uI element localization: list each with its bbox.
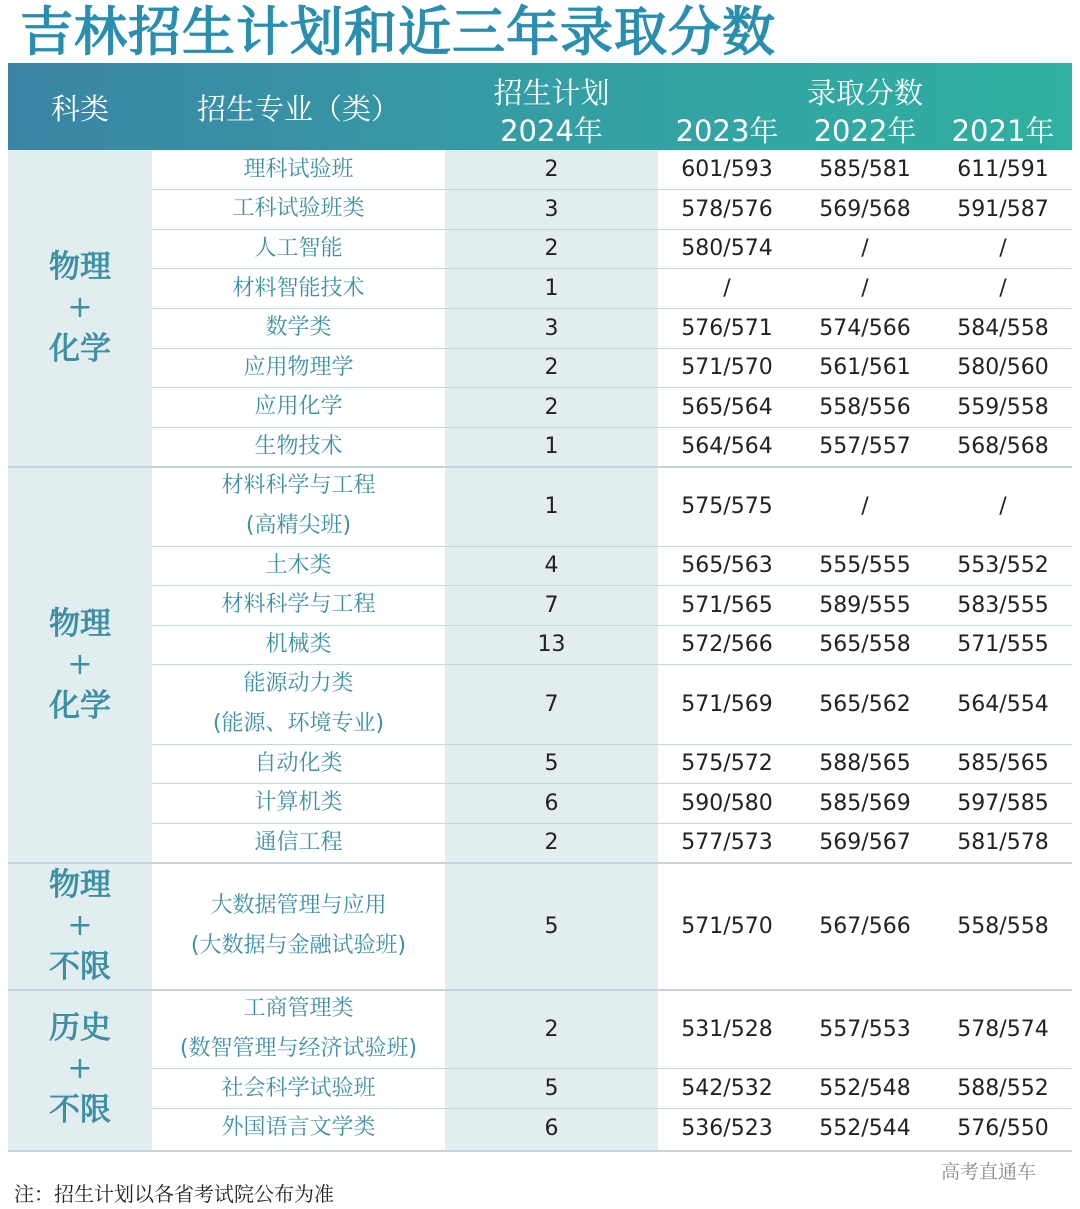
score-2021-cell: 591/587 <box>957 196 1049 222</box>
plus-sign: + <box>67 908 93 944</box>
plan-cell: 1 <box>544 493 559 519</box>
score-2021-cell: / <box>999 276 1007 302</box>
major-cell <box>152 823 445 863</box>
score-2022-cell: 585/569 <box>819 790 911 816</box>
score-2022-cell: / <box>861 493 869 519</box>
plan-cell: 3 <box>544 196 559 222</box>
major-cell <box>152 427 445 467</box>
major-name: 外国语言文学类 <box>221 1115 376 1141</box>
major-name: 应用物理学 <box>243 354 354 380</box>
major-name: (高精尖班) <box>245 513 352 539</box>
score-2021-cell: 576/550 <box>957 1115 1049 1141</box>
header-year-2022: 2022年 <box>813 114 917 148</box>
score-2022-cell: 557/553 <box>819 1016 911 1042</box>
table-row <box>152 744 1072 784</box>
score-2023-cell: 577/573 <box>681 830 773 856</box>
table-row <box>152 388 1072 428</box>
category-cell <box>8 863 152 990</box>
score-2022-cell: 555/555 <box>819 553 911 579</box>
score-2021-cell: 584/558 <box>957 315 1049 341</box>
score-2021-cell: 559/558 <box>957 394 1049 420</box>
major-cell <box>152 1069 445 1109</box>
major-cell <box>152 388 445 428</box>
score-2022-cell: / <box>861 276 869 302</box>
table-row <box>152 823 1072 863</box>
major-cell <box>152 546 445 586</box>
score-2022-cell: 567/566 <box>819 913 911 939</box>
major-cell <box>152 990 445 1069</box>
plan-cell: 1 <box>544 276 559 302</box>
table-row <box>152 1069 1072 1109</box>
score-2023-cell: 590/580 <box>681 790 773 816</box>
header-score: 录取分数 <box>806 76 923 110</box>
major-cell <box>152 348 445 388</box>
score-2021-cell: 553/552 <box>957 553 1049 579</box>
table-row <box>152 348 1072 388</box>
major-name: 土木类 <box>265 552 332 578</box>
major-name: 大数据管理与应用 <box>210 893 387 919</box>
header-major: 招生专业（类） <box>196 92 400 126</box>
major-name: (大数据与金融试验班) <box>190 933 407 959</box>
major-cell <box>152 467 445 546</box>
header-category: 科类 <box>50 92 109 126</box>
score-2022-cell: 557/557 <box>819 434 911 460</box>
plan-cell: 6 <box>544 790 559 816</box>
subject-word: 物理 <box>49 867 111 904</box>
plan-cell: 6 <box>544 1115 559 1141</box>
score-2023-cell: 542/532 <box>681 1076 773 1102</box>
score-2021-cell: 597/585 <box>957 790 1049 816</box>
table-bottom-border <box>8 1150 1072 1152</box>
subject-word: 历史 <box>49 1009 111 1046</box>
score-2023-cell: / <box>723 276 731 302</box>
table-row <box>152 308 1072 348</box>
score-2021-cell: / <box>999 236 1007 262</box>
header-plan-line1: 招生计划 <box>493 76 610 110</box>
admission-table <box>8 63 1072 1151</box>
plus-sign: + <box>67 1050 93 1086</box>
score-2022-cell: 588/565 <box>819 751 911 777</box>
score-2023-cell: 565/564 <box>681 394 773 420</box>
major-cell <box>152 190 445 230</box>
table-row <box>152 625 1072 665</box>
major-name: 理科试验班 <box>243 156 354 182</box>
major-name: 工商管理类 <box>243 996 354 1022</box>
table-row <box>152 269 1072 309</box>
score-2023-cell: 531/528 <box>681 1016 773 1042</box>
category-cell <box>8 150 152 467</box>
score-2023-cell: 575/575 <box>681 493 773 519</box>
score-2021-cell: 580/560 <box>957 355 1049 381</box>
header-plan-line2: 2024年 <box>500 114 603 148</box>
table-row <box>152 190 1072 230</box>
score-2023-cell: 572/566 <box>681 632 773 658</box>
page-title: 吉林招生计划和近三年录取分数 <box>20 2 776 63</box>
score-2023-cell: 536/523 <box>681 1115 773 1141</box>
plan-cell: 2 <box>544 1016 559 1042</box>
table-row <box>152 467 1072 546</box>
category-cell <box>8 467 152 863</box>
major-name: 数学类 <box>265 315 332 341</box>
score-2022-cell: / <box>861 236 869 262</box>
major-cell <box>152 863 445 990</box>
score-2023-cell: 601/593 <box>681 157 773 183</box>
major-cell <box>152 269 445 309</box>
score-2021-cell: 558/558 <box>957 913 1049 939</box>
table-row <box>152 150 1072 190</box>
major-cell <box>152 150 445 190</box>
table-row <box>152 1108 1072 1148</box>
header-year-2023: 2023年 <box>675 114 779 148</box>
subject-word: 物理 <box>49 249 111 286</box>
subject-word: 不限 <box>49 1091 111 1128</box>
major-name: 能源动力类 <box>243 671 354 697</box>
table-row <box>152 863 1072 990</box>
plan-cell: 2 <box>544 830 559 856</box>
plan-cell: 4 <box>544 553 559 579</box>
subject-word: 化学 <box>49 331 111 368</box>
watermark: 高考直通车 <box>941 1161 1037 1183</box>
plan-cell: 13 <box>537 632 566 658</box>
major-name: 材料科学与工程 <box>221 473 376 499</box>
major-cell <box>152 665 445 744</box>
major-cell <box>152 784 445 824</box>
table-row <box>152 665 1072 744</box>
major-name: (数智管理与经济试验班) <box>179 1036 418 1062</box>
major-name: 生物技术 <box>254 433 343 459</box>
score-2022-cell: 561/561 <box>819 355 911 381</box>
major-name: 人工智能 <box>254 235 343 261</box>
score-2021-cell: 568/568 <box>957 434 1049 460</box>
table-row <box>152 990 1072 1069</box>
major-name: 自动化类 <box>254 750 343 776</box>
subject-word: 不限 <box>49 949 111 986</box>
score-2022-cell: 552/544 <box>819 1115 911 1141</box>
plan-cell: 2 <box>544 355 559 381</box>
plan-cell: 5 <box>544 751 559 777</box>
plan-cell: 7 <box>544 691 559 717</box>
header-year-2021: 2021年 <box>951 114 1055 148</box>
score-2022-cell: 574/566 <box>819 315 911 341</box>
plan-cell: 2 <box>544 157 559 183</box>
major-name: 应用化学 <box>254 394 343 420</box>
major-name: (能源、环境专业) <box>212 711 385 737</box>
score-2023-cell: 571/565 <box>681 592 773 618</box>
score-2022-cell: 558/556 <box>819 394 911 420</box>
major-name: 材料科学与工程 <box>221 592 376 618</box>
score-2022-cell: 569/567 <box>819 830 911 856</box>
score-2021-cell: 581/578 <box>957 830 1049 856</box>
score-2023-cell: 578/576 <box>681 196 773 222</box>
score-2022-cell: 565/558 <box>819 632 911 658</box>
score-2023-cell: 571/570 <box>681 355 773 381</box>
major-cell <box>152 1108 445 1148</box>
score-2022-cell: 565/562 <box>819 691 911 717</box>
score-2021-cell: 564/554 <box>957 691 1049 717</box>
plus-sign: + <box>67 646 93 682</box>
score-2023-cell: 564/564 <box>681 434 773 460</box>
score-2023-cell: 571/569 <box>681 691 773 717</box>
major-cell <box>152 586 445 626</box>
score-2021-cell: 588/552 <box>957 1076 1049 1102</box>
table-row <box>152 586 1072 626</box>
table-row <box>152 229 1072 269</box>
score-2023-cell: 571/570 <box>681 913 773 939</box>
table-row <box>152 427 1072 467</box>
score-2022-cell: 589/555 <box>819 592 911 618</box>
score-2023-cell: 576/571 <box>681 315 773 341</box>
score-2021-cell: 611/591 <box>957 157 1049 183</box>
table-row <box>152 784 1072 824</box>
major-name: 材料智能技术 <box>232 275 365 301</box>
table-header <box>8 63 1072 150</box>
plan-cell: 5 <box>544 1076 559 1102</box>
score-2022-cell: 569/568 <box>819 196 911 222</box>
score-2021-cell: 571/555 <box>957 632 1049 658</box>
plan-cell: 1 <box>544 434 559 460</box>
major-cell <box>152 308 445 348</box>
plan-cell: 2 <box>544 394 559 420</box>
score-2022-cell: 552/548 <box>819 1076 911 1102</box>
category-cell <box>8 990 152 1148</box>
plus-sign: + <box>67 290 93 326</box>
plan-cell: 7 <box>544 592 559 618</box>
score-2023-cell: 565/563 <box>681 553 773 579</box>
score-2021-cell: 583/555 <box>957 592 1049 618</box>
plan-cell: 5 <box>544 913 559 939</box>
score-2021-cell: 585/565 <box>957 751 1049 777</box>
major-cell <box>152 744 445 784</box>
major-name: 计算机类 <box>254 790 343 816</box>
major-name: 通信工程 <box>254 829 343 855</box>
score-2021-cell: / <box>999 493 1007 519</box>
plan-cell: 3 <box>544 315 559 341</box>
major-cell <box>152 229 445 269</box>
major-name: 机械类 <box>265 631 332 657</box>
major-name: 工科试验班类 <box>232 196 365 222</box>
major-name: 社会科学试验班 <box>221 1075 376 1101</box>
score-2021-cell: 578/574 <box>957 1016 1049 1042</box>
table-body <box>8 150 1072 1151</box>
major-cell <box>152 625 445 665</box>
footnote: 注：招生计划以各省考试院公布为准 <box>14 1182 334 1206</box>
plan-cell: 2 <box>544 236 559 262</box>
score-2023-cell: 575/572 <box>681 751 773 777</box>
subject-word: 化学 <box>49 687 111 724</box>
score-2023-cell: 580/574 <box>681 236 773 262</box>
table-row <box>152 546 1072 586</box>
subject-word: 物理 <box>49 605 111 642</box>
score-2022-cell: 585/581 <box>819 157 911 183</box>
